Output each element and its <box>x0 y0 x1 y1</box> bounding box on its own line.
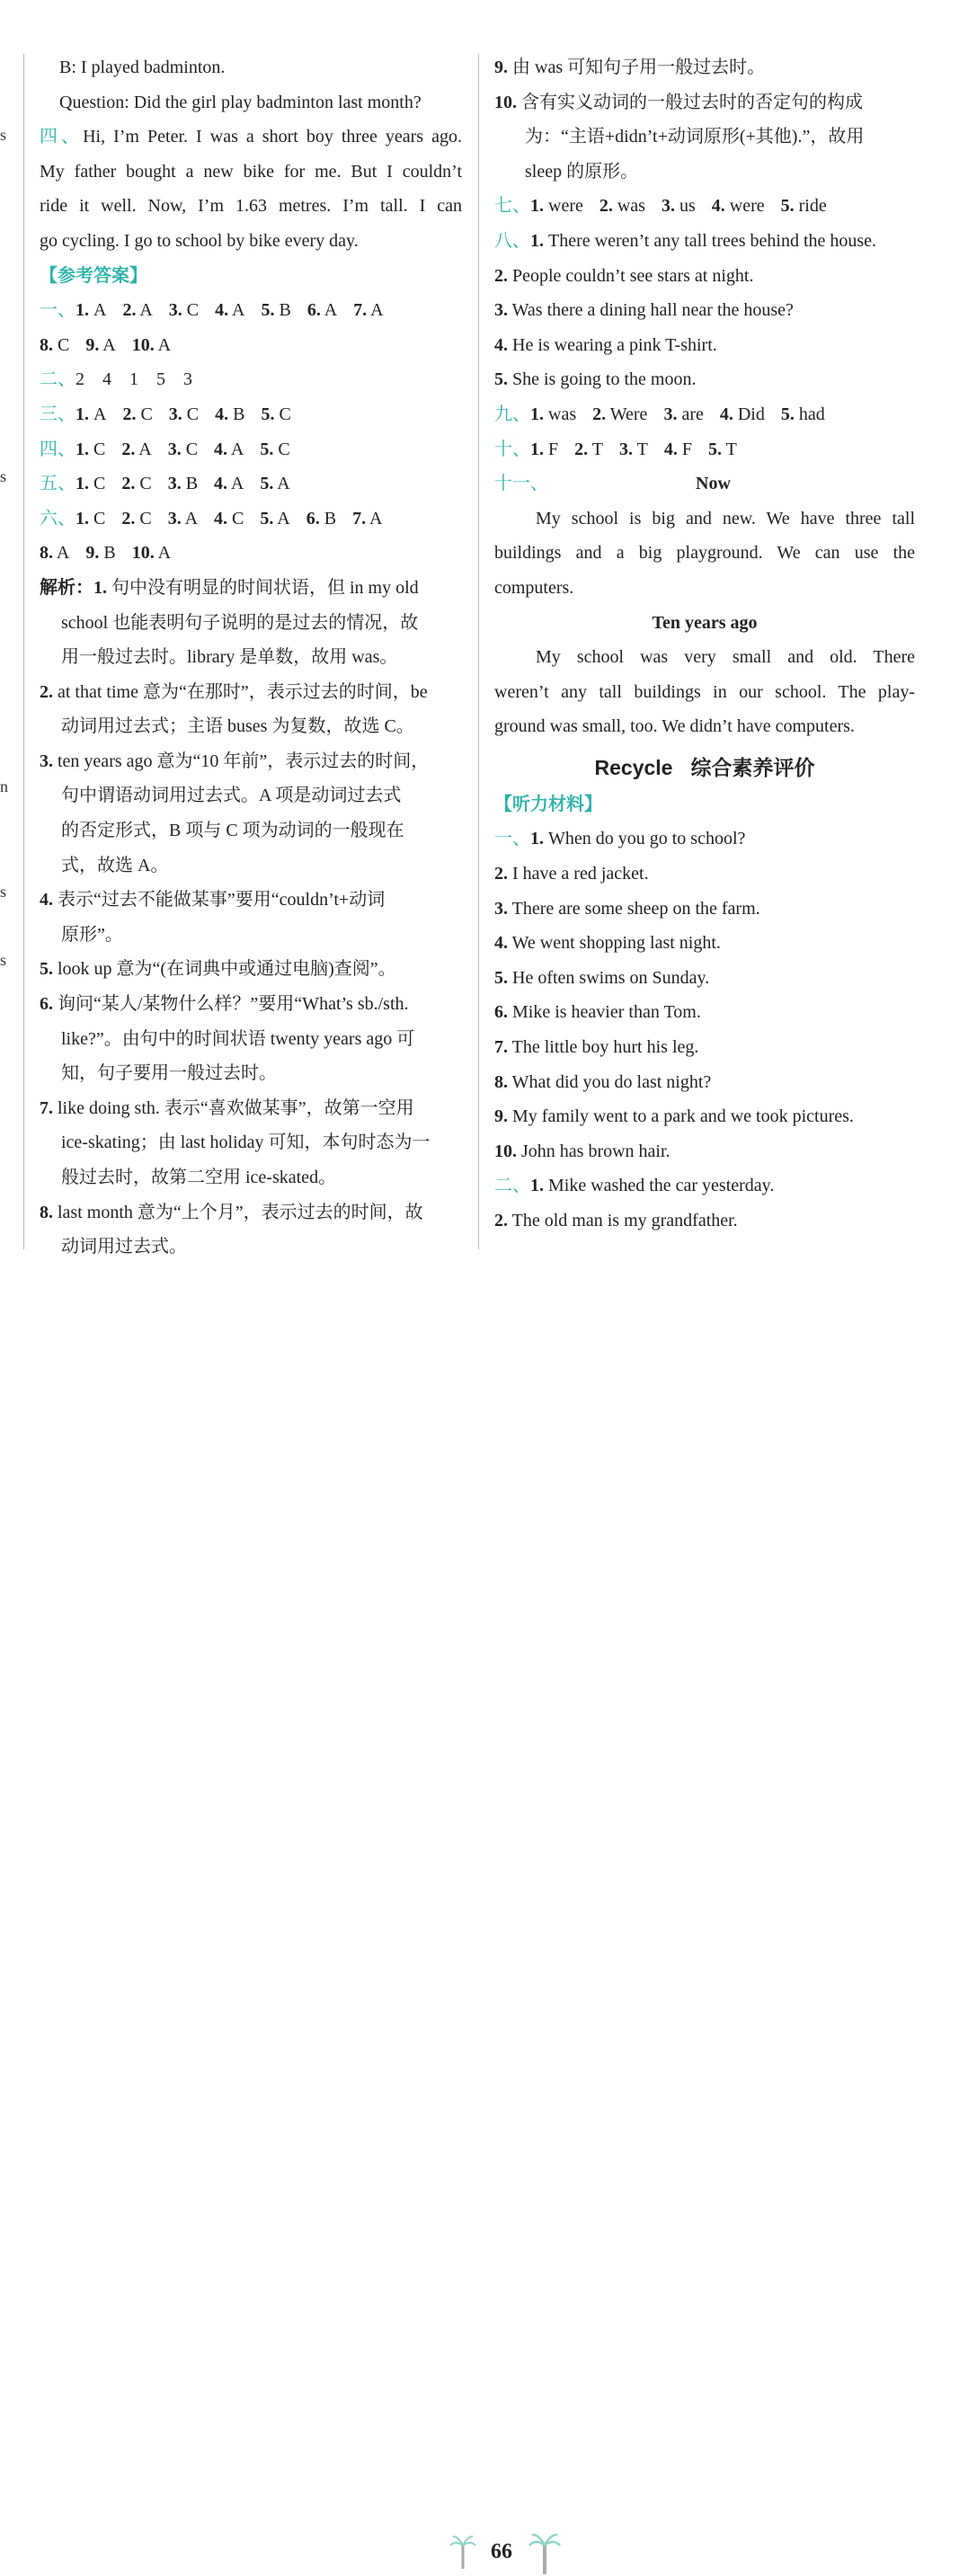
text-line <box>40 1125 462 1160</box>
text-line <box>40 224 462 259</box>
text-line <box>494 675 915 710</box>
section-heading: 【参考答案】 <box>40 265 147 286</box>
text-line <box>40 987 462 1022</box>
text-line <box>494 432 915 467</box>
margin-mark: s <box>0 126 7 144</box>
answer-item: 3. A <box>167 508 199 529</box>
section-number: 四、 <box>40 439 75 459</box>
section-number: 五、 <box>40 474 75 494</box>
margin-mark: s <box>0 467 7 485</box>
text-line <box>494 640 915 675</box>
line-text: 句中没有明显的时间状语，但 in my old <box>107 577 419 598</box>
answer-number: 10. <box>131 334 155 355</box>
section-number: 十、 <box>494 439 530 459</box>
answer-item: 1. A <box>75 404 107 424</box>
essay-heading: Ten years ago <box>652 612 758 633</box>
item-number: 3. <box>494 300 508 321</box>
text-line <box>494 995 915 1030</box>
line-text: ride it well. Now, I’m 1.63 metres. I’m tall. I can <box>40 196 462 217</box>
answer-number: 2. <box>122 404 137 424</box>
answer-item: 3. B <box>167 474 199 494</box>
text-line <box>40 744 462 779</box>
line-text: What did you do last night? <box>508 1071 712 1092</box>
item-number: 1. <box>530 829 544 849</box>
answer-number: 4. <box>663 439 678 459</box>
answer-item: 10. A <box>131 543 172 564</box>
line-text: John has brown hair. <box>517 1141 670 1161</box>
line-text: like doing sth. 表示“喜欢做某事”，故第一空用 <box>53 1097 414 1118</box>
answer-item: 4. C <box>214 508 244 529</box>
text-line <box>494 1099 915 1134</box>
answer-number: 6. <box>306 508 320 529</box>
answer-number: 1. <box>530 404 544 424</box>
line-text: 2 4 1 5 3 <box>75 369 192 390</box>
text-line <box>494 606 915 641</box>
answer-item: 1. A <box>75 300 107 321</box>
answer-number: 1. <box>75 439 89 459</box>
item-number: 3. <box>494 898 508 919</box>
item-number: 5. <box>494 967 508 988</box>
answer-number: 7. <box>352 508 367 529</box>
answer-number: 3. <box>168 404 182 424</box>
text-line <box>40 293 462 328</box>
answer-item: 1. were <box>530 196 583 217</box>
text-line <box>40 397 462 432</box>
item-number: 7. <box>40 1097 53 1118</box>
answer-number: 1. <box>75 474 89 494</box>
section-number: 三、 <box>40 404 75 424</box>
section-title-en: Recycle <box>594 755 673 779</box>
text-line <box>494 189 915 224</box>
text-line <box>494 259 915 294</box>
answer-item: 1. C <box>75 508 106 529</box>
text-line <box>40 259 462 294</box>
answer-number: 4. <box>711 196 725 217</box>
line-text: Question: Did the girl play badminton last month? <box>59 92 422 112</box>
section-title <box>494 744 915 787</box>
answer-number: 2. <box>121 508 136 529</box>
section-heading: 【听力材料】 <box>494 794 602 814</box>
answer-item: 5. C <box>260 439 290 459</box>
line-text: There weren’t any tall trees behind the house. <box>544 230 877 251</box>
text-line <box>40 571 462 606</box>
line-text: My school was very small and old. There <box>536 647 915 668</box>
answer-number: 3. <box>167 439 182 459</box>
left-margin-cut-text <box>0 0 9 1314</box>
text-line <box>494 502 915 537</box>
line-text: 知，句子要用一般过去时。 <box>61 1063 277 1084</box>
line-text: Was there a dining hall near the house? <box>508 300 794 321</box>
item-number: 2. <box>40 681 53 702</box>
text-line <box>494 571 915 606</box>
line-text: Mike is heavier than Tom. <box>508 1002 701 1023</box>
text-line <box>494 1168 915 1204</box>
answer-number: 3. <box>663 404 678 424</box>
section-number: 四、 <box>40 127 84 147</box>
page-footer <box>0 1266 968 2563</box>
line-text: 般过去时，故第二空用 ice-skated。 <box>61 1168 337 1187</box>
answer-item: 6. B <box>306 508 337 529</box>
section-number: 六、 <box>40 508 75 529</box>
line-text: 表示“过去不能做某事”要用“couldn’t+动词 <box>53 890 386 910</box>
section-number: 一、 <box>40 300 75 321</box>
margin-mark: n <box>0 777 8 795</box>
text-line <box>40 328 462 363</box>
answer-number: 7. <box>353 300 368 321</box>
item-number: 3. <box>40 751 53 771</box>
text-line <box>40 502 462 537</box>
line-text: My family went to a park and we took pictures. <box>508 1106 854 1127</box>
section-number: 八、 <box>494 230 530 251</box>
line-text: We went shopping last night. <box>508 933 721 954</box>
answer-item: 1. C <box>75 474 106 494</box>
answer-item: 4. were <box>711 196 765 217</box>
answer-item: 7. A <box>352 508 383 529</box>
text-line <box>40 1195 462 1230</box>
text-line <box>40 848 462 884</box>
text-line <box>40 50 462 85</box>
item-number: 1. <box>530 1176 544 1196</box>
text-line <box>40 155 462 190</box>
item-number: 4. <box>494 933 508 954</box>
answer-number: 2. <box>121 439 136 459</box>
line-text: weren’t any tall buildings in our school. The play- <box>494 681 915 702</box>
item-number: 4. <box>494 334 508 355</box>
line-text: 式，故选 A。 <box>61 855 169 875</box>
item-number: 10. <box>494 1141 517 1161</box>
text-line <box>494 328 915 363</box>
line-text: She is going to the moon. <box>508 369 697 390</box>
line-text: ice-skating；由 last holiday 可知，本句时态为一 <box>61 1133 431 1153</box>
text-line <box>40 85 462 120</box>
text-line <box>494 892 915 927</box>
item-number: 2. <box>494 265 508 286</box>
section-number: 二、 <box>40 369 75 390</box>
answer-item: 1. C <box>75 439 106 459</box>
margin-mark: s <box>0 883 7 901</box>
line-text: 原形”。 <box>61 924 123 945</box>
text-line <box>494 155 915 190</box>
answer-number: 9. <box>85 543 100 564</box>
line-text: ground was small, too. We didn’t have computers. <box>494 716 855 737</box>
line-text: My school is big and new. We have three tall <box>536 508 915 529</box>
section-number: 九、 <box>494 404 530 424</box>
text-line <box>40 1160 462 1195</box>
answer-number: 5. <box>780 196 795 217</box>
text-line <box>40 709 462 744</box>
line-text: He is wearing a pink T-shirt. <box>508 334 717 355</box>
section-number: 二、 <box>494 1176 530 1196</box>
answer-item: 1. F <box>530 439 559 459</box>
answer-item: 8. A <box>40 543 70 564</box>
line-text: look up 意为“(在词典中或通过电脑)查阅”。 <box>53 959 396 980</box>
column-divider <box>478 54 479 1249</box>
answer-item: 3. C <box>167 439 199 459</box>
text-line <box>40 536 462 571</box>
text-line <box>494 787 915 822</box>
answer-item: 3. C <box>168 300 200 321</box>
text-line <box>40 1091 462 1126</box>
text-line <box>494 466 915 502</box>
essay-heading: Now <box>696 474 731 494</box>
section-number: 七、 <box>494 196 530 217</box>
answer-item: 4. A <box>215 300 245 321</box>
answer-number: 5. <box>261 300 275 321</box>
text-line <box>40 432 462 467</box>
text-line <box>40 1230 462 1265</box>
line-text: The little boy hurt his leg. <box>508 1037 699 1058</box>
answer-item: 5. ride <box>780 196 827 217</box>
palm-tree-icon <box>528 2533 561 2576</box>
answer-number: 4. <box>215 300 229 321</box>
answer-item: 5. T <box>707 439 737 459</box>
text-line <box>494 1204 915 1239</box>
text-line <box>40 362 462 397</box>
margin-mark: s <box>0 951 7 969</box>
line-text: People couldn’t see stars at night. <box>508 265 754 286</box>
line-text: 动词用过去式；主语 buses 为复数，故选 C。 <box>61 716 414 737</box>
item-number: 解析：1. <box>40 577 107 598</box>
text-line <box>494 397 915 432</box>
text-line <box>40 120 462 155</box>
answer-number: 4. <box>214 474 228 494</box>
text-line <box>494 709 915 744</box>
answer-number: 10. <box>131 543 155 564</box>
answer-item: 4. Did <box>719 404 765 424</box>
text-line <box>40 189 462 224</box>
answer-item: 2. T <box>574 439 603 459</box>
palm-tree-icon <box>449 2533 476 2571</box>
line-text: B: I played badminton. <box>59 58 226 77</box>
line-text: computers. <box>494 577 574 598</box>
text-line <box>494 224 915 259</box>
text-line <box>40 1056 462 1091</box>
left-column <box>40 50 462 1265</box>
text-line <box>40 640 462 675</box>
answer-item: 2. was <box>599 196 645 217</box>
item-number: 10. <box>494 92 517 112</box>
text-line <box>40 883 462 918</box>
item-number: 6. <box>494 1002 508 1023</box>
line-text: 用一般过去时。library 是单数，故用 was。 <box>61 647 398 668</box>
answer-item: 4. B <box>215 404 245 424</box>
line-text: I have a red jacket. <box>508 864 649 884</box>
text-line <box>494 1030 915 1065</box>
answer-number: 4. <box>215 404 229 424</box>
answer-number: 2. <box>122 300 137 321</box>
answer-item: 5. B <box>261 300 291 321</box>
line-text: 由 was 可知句子用一般过去时。 <box>508 58 766 77</box>
text-line <box>494 1065 915 1100</box>
answer-number: 2. <box>121 474 136 494</box>
answer-number: 3. <box>167 508 182 529</box>
line-text: go cycling. I go to school by bike every day. <box>40 230 359 251</box>
line-text: buildings and a big playground. We can use the <box>494 543 915 564</box>
text-line <box>494 536 915 571</box>
line-text: The old man is my grandfather. <box>508 1211 738 1230</box>
answer-number: 6. <box>306 300 321 321</box>
text-line <box>40 952 462 987</box>
item-number: 9. <box>494 58 508 77</box>
answer-number: 8. <box>40 334 53 355</box>
answer-number: 5. <box>261 404 275 424</box>
answer-number: 3. <box>168 300 182 321</box>
line-text: There are some sheep on the farm. <box>508 898 760 919</box>
item-number: 1. <box>530 230 544 251</box>
answer-item: 4. F <box>663 439 692 459</box>
answer-item: 2. A <box>121 439 152 459</box>
item-number: 5. <box>494 369 508 390</box>
answer-number: 1. <box>75 404 89 424</box>
answer-item: 5. A <box>260 508 290 529</box>
line-text: When do you go to school? <box>544 829 746 849</box>
right-column <box>494 50 915 1239</box>
answer-item: 6. A <box>306 300 338 321</box>
text-line <box>494 1134 915 1169</box>
answer-number: 5. <box>707 439 722 459</box>
section-number: 十一、 <box>494 474 548 494</box>
answer-item: 5. A <box>260 474 290 494</box>
answer-number: 2. <box>574 439 589 459</box>
answer-item: 10. A <box>131 334 172 355</box>
line-text: He often swims on Sunday. <box>508 967 710 988</box>
section-title-cn: 综合素养评价 <box>690 755 815 779</box>
text-line <box>40 675 462 710</box>
item-number: 8. <box>40 1202 53 1222</box>
answer-number: 1. <box>75 300 89 321</box>
text-line <box>494 822 915 857</box>
item-number: 4. <box>40 890 53 910</box>
item-number: 2. <box>494 1211 508 1230</box>
line-text: last month 意为“上个月”，表示过去的时间，故 <box>53 1202 423 1222</box>
line-text: ten years ago 意为“10 年前”，表示过去的时间， <box>53 751 430 771</box>
line-text: like?”。由句中的时间状语 twenty years ago 可 <box>61 1028 415 1049</box>
line-text: 的否定形式，B 项与 C 项为动词的一般现在 <box>61 821 404 841</box>
answer-item: 3. C <box>168 404 200 424</box>
answer-number: 1. <box>530 439 544 459</box>
answer-item: 3. T <box>618 439 648 459</box>
answer-number: 3. <box>167 474 182 494</box>
line-text: Hi, I’m Peter. I was a short boy three years ago. <box>83 127 462 147</box>
answer-number: 5. <box>780 404 795 424</box>
answer-item: 4. A <box>214 474 244 494</box>
text-line <box>40 1022 462 1057</box>
item-number: 5. <box>40 959 53 980</box>
answer-number: 5. <box>260 439 274 459</box>
answer-number: 2. <box>599 196 613 217</box>
text-line <box>494 293 915 328</box>
line-text: at that time 意为“在那时”，表示过去的时间，be <box>53 681 428 702</box>
line-text: Mike washed the car yesterday. <box>544 1176 775 1196</box>
text-line <box>40 778 462 813</box>
section-number: 一、 <box>494 829 530 849</box>
text-line <box>40 813 462 848</box>
line-text: 含有实义动词的一般过去时的否定句的构成 <box>517 92 863 112</box>
answer-item: 5. C <box>261 404 291 424</box>
line-text: 询问“某人/某物什么样？”要用“What’s sb./sth. <box>53 994 409 1015</box>
answer-item: 2. C <box>122 404 153 424</box>
left-column-rule <box>23 54 24 1249</box>
answer-number: 5. <box>260 508 274 529</box>
answer-item: 5. had <box>780 404 825 424</box>
answer-item: 9. A <box>85 334 116 355</box>
text-line <box>40 466 462 502</box>
answer-item: 3. us <box>661 196 696 217</box>
item-number: 8. <box>494 1071 508 1092</box>
text-line <box>494 50 915 85</box>
line-text: 句中谓语动词用过去式。A 项是动词过去式 <box>61 786 402 806</box>
text-line <box>494 857 915 892</box>
answer-item: 2. C <box>121 474 152 494</box>
item-number: 9. <box>494 1106 508 1127</box>
text-line <box>494 120 915 155</box>
answer-number: 4. <box>214 439 228 459</box>
text-line <box>494 961 915 996</box>
answer-number: 5. <box>260 474 274 494</box>
answer-item: 8. C <box>40 334 70 355</box>
answer-number: 4. <box>214 508 228 529</box>
answer-number: 8. <box>40 543 53 564</box>
answer-item: 2. A <box>122 300 153 321</box>
answer-item: 1. was <box>530 404 577 424</box>
text-line <box>494 362 915 397</box>
text-line <box>494 926 915 961</box>
text-line <box>494 85 915 120</box>
line-text: 动词用过去式。 <box>61 1237 187 1257</box>
answer-number: 2. <box>592 404 607 424</box>
answer-number: 1. <box>75 508 89 529</box>
answer-item: 7. A <box>353 300 384 321</box>
item-number: 6. <box>40 994 53 1015</box>
text-line <box>40 606 462 641</box>
text-line <box>40 918 462 953</box>
answer-item: 2. Were <box>592 404 648 424</box>
line-text: sleep 的原形。 <box>525 161 639 182</box>
answer-item: 4. A <box>214 439 244 459</box>
answer-item: 2. C <box>121 508 152 529</box>
answer-number: 3. <box>661 196 675 217</box>
item-number: 2. <box>494 864 508 884</box>
answer-item: 9. B <box>85 543 116 564</box>
answer-number: 3. <box>618 439 633 459</box>
line-text: school 也能表明句子说明的是过去的情况，故 <box>61 612 419 633</box>
line-text: My father bought a new bike for me. But I couldn’t <box>40 161 462 182</box>
answer-number: 9. <box>85 334 100 355</box>
answer-item: 3. are <box>663 404 704 424</box>
item-number: 7. <box>494 1037 508 1058</box>
answer-number: 1. <box>530 196 544 217</box>
answer-number: 4. <box>719 404 733 424</box>
line-text: 为：“主语+didn’t+动词原形(+其他).”，故用 <box>525 127 865 147</box>
page-number: 66 <box>491 2540 512 2563</box>
